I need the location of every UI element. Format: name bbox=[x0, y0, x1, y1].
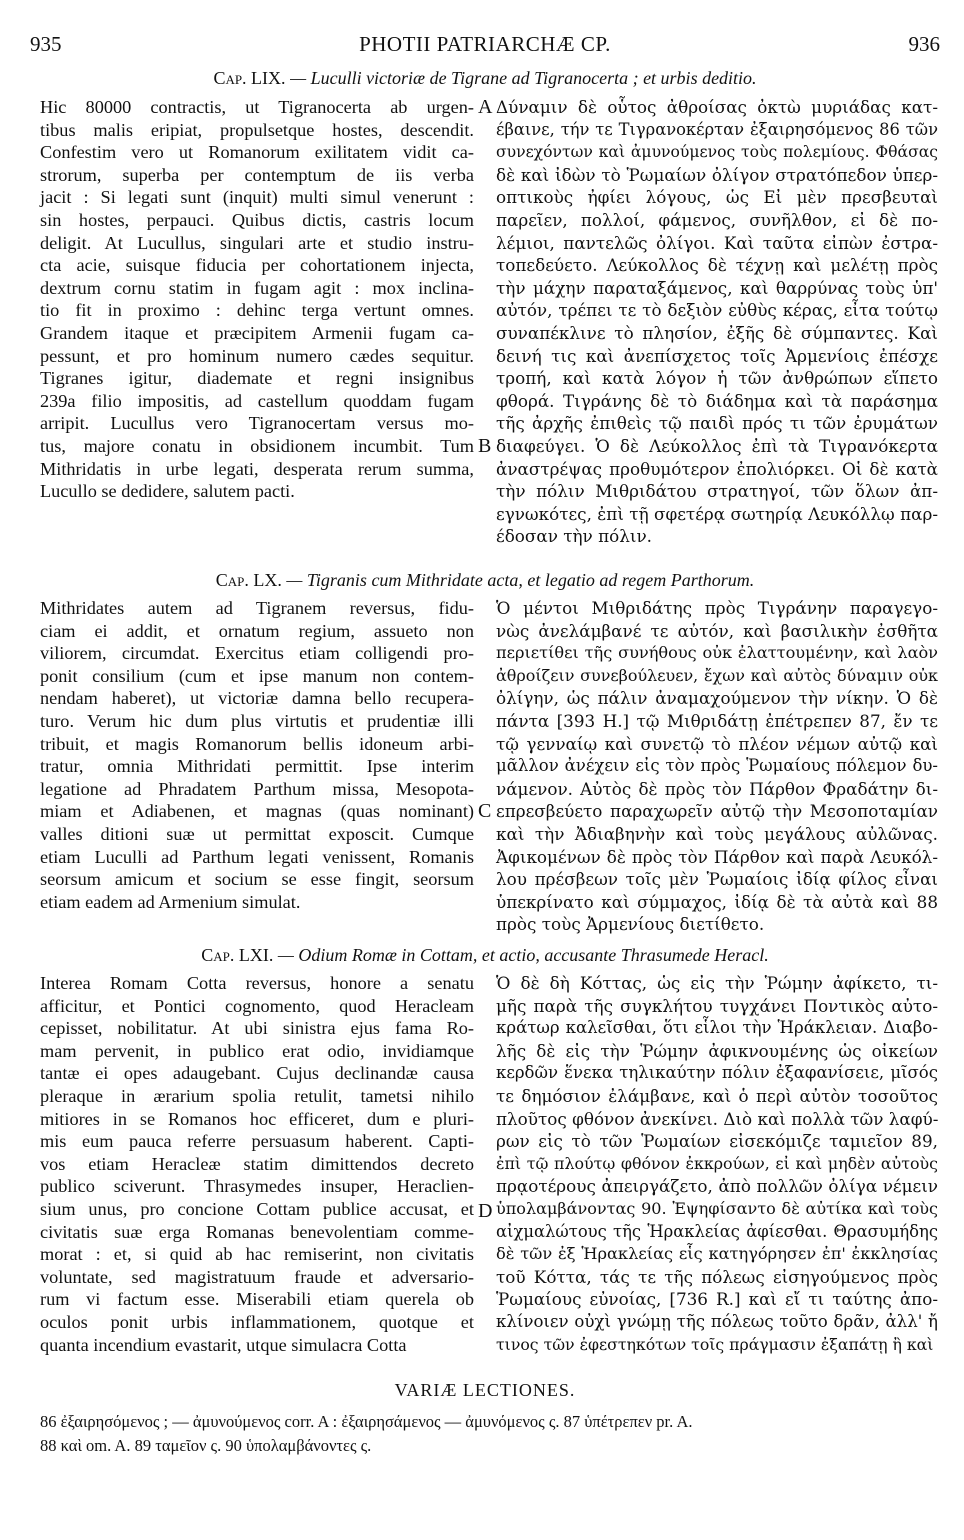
text-line: nendam haberet), ut victoriæ damna bello recupera- bbox=[40, 688, 474, 709]
text-line: έδοσαν τὴν πόλιν. bbox=[496, 526, 652, 547]
text-line: μῆς παρὰ τῆς συγκλήτου τυγχάνει Ποντικὸς αὐτο- bbox=[496, 995, 938, 1016]
text-line: λέμιοι, παντελῶς ὀλίγοι. Καὶ ταῦτα εἰπὼν ἐστρα- bbox=[496, 232, 938, 253]
text-line: έβαινε, τήν τε Τιγρανοκέρταν ἐξαιρησόμενος 86 τῶν bbox=[496, 119, 938, 139]
text-line: tratur, omnia Mithridati permittit. Ipse interim bbox=[40, 756, 474, 777]
margin-marker-b: B bbox=[478, 435, 492, 457]
text-line: οπτικοὺς ἠφίει λόγους, ὡς Εἰ μὲν πρεσβευταὶ bbox=[496, 187, 938, 208]
text-line: πρᾳοτέρους ἀπειργάζετο, ἀπὸ πολλῶν ὀλίγα νέμειν bbox=[496, 1176, 938, 1197]
text-line: εγνωκότες, ἐπὶ τῇ σφετέρᾳ σωτηρίᾳ Λευκόλλῳ παρ- bbox=[496, 503, 938, 524]
text-line: κράτωρ καλεῖσθαι, ὅτι εἷλοι τὴν Ἡράκλειαν. Διαβο- bbox=[496, 1018, 938, 1038]
text-line: pessunt, et pro hominum numero cædes sequitur. bbox=[40, 345, 474, 366]
text-line: tibus malis eripiat, propulsetque hostes, descendit. bbox=[40, 119, 474, 140]
text-line: etiam eadem ad Armenium simulat. bbox=[40, 891, 301, 912]
text-line: παρεῖεν, πολλοί, φάμενος, συνῆλθον, εἰ δὲ πο- bbox=[496, 209, 938, 230]
text-line: civitatis suæ erga Romanas benevolentiam comme- bbox=[40, 1221, 474, 1242]
text-line: arripit. Lucullus vero Tigranocertam versus mo- bbox=[40, 413, 474, 434]
text-line: legatione ad Phradatem Parthum missa, Mesopota- bbox=[40, 778, 474, 799]
greek-column-lxi bbox=[496, 972, 938, 1356]
text-line: Ἀφικομένων δὲ πρὸς τὸν Πάρθον καὶ παρὰ Λευκόλ- bbox=[496, 846, 938, 867]
text-line: Lucullo se dedidere, salutem pacti. bbox=[40, 481, 295, 502]
text-line: τινος τῶν ἐφεστηκότων τοῖς πράγμασιν ἐξαπάτῃ ἢ καὶ bbox=[496, 1334, 934, 1354]
margin-marker-c: C bbox=[478, 800, 492, 822]
text-line: mam pervenit, in publico erat odio, invidiamque bbox=[40, 1040, 474, 1061]
text-line: mitiores in se Romanos hoc efficeret, dum e pluri- bbox=[40, 1108, 474, 1129]
text-line: πλοῦτος φθόνον ἀνεκίνει. Διὸ καὶ πολλὰ τῶν λαφύ- bbox=[496, 1108, 939, 1129]
text-line: tio fit in proximo : dehinc terga vertunt omnes. bbox=[40, 300, 474, 321]
text-line: oculos ponit urbis inflammationem, quotque et bbox=[40, 1311, 474, 1332]
text-line: dextrum cornu statim in fugam agit : mox inclina- bbox=[40, 277, 474, 298]
text-line: διαφεύγει. Ὁ δὲ Λεύκολλος ἐπὶ τὰ Τιγρανόκερτα bbox=[496, 435, 938, 456]
text-line: tribuit, et magis Romanorum bellis idoneum arbi- bbox=[40, 733, 474, 754]
latin-column-lix bbox=[40, 96, 474, 503]
text-line: vos etiam Heracleæ statim dimittendos decreto bbox=[40, 1153, 474, 1174]
latin-column-lx bbox=[40, 597, 474, 913]
variae-lectiones-line: 86 ἐξαιρησόμενος ; — ἀμυνούμενος corr. A : ἐξαιρησάμενος — ἀμυνόμενος ς. 87 ὑπέτρεπεν pr. A. bbox=[40, 1412, 693, 1431]
text-line: νάμενον. Αὐτὸς δὲ πρὸς τὸν Πάρθον Φραδάτην δι- bbox=[496, 778, 938, 799]
text-line: ciam ei addit, et ornatum regium, assueto non bbox=[40, 620, 474, 641]
text-line: Hic 80000 contractis, ut Tigranocerta ab urgen- bbox=[40, 97, 474, 117]
text-line: ἐπὶ τῷ πλούτῳ φθόνον ἐκκρούων, εἰ καὶ μηδὲν αὐτοὺς bbox=[496, 1153, 938, 1173]
text-line: επρεσβεύετο παραχωρεῖν αὐτῷ τὴν Μεσοποταμίαν bbox=[496, 801, 938, 822]
running-title: PHOTII PATRIARCHÆ CP. bbox=[359, 32, 611, 56]
text-line: τοῦ Κόττα, τάς τε τῆς πόλεως εἰσηγούμενος πρὸς bbox=[496, 1266, 938, 1287]
text-line: τὴν πόλιν Μιθριδάτου στρατηγοί, τῶν ὅλων ἀπ- bbox=[496, 481, 938, 502]
text-line: δὲ τῶν ἐξ Ἡρακλείας εἷς κατηγόρησεν ἐπ' ἐκκλησίας bbox=[496, 1244, 938, 1264]
text-line: Mithridates autem ad Tigranem reversus, fidu- bbox=[40, 598, 474, 618]
text-line: valles ditioni suæ ut permittat exposcit. Cumque bbox=[40, 823, 474, 844]
text-line: turo. Verum hic dum plus virtutis et prudentiæ illi bbox=[40, 710, 474, 731]
text-line: τοπεδεύετο. Λεύκολλος δὲ τέχνῃ καὶ μελέτῃ πρὸς bbox=[496, 255, 938, 276]
running-head bbox=[30, 32, 940, 62]
text-line: αἰχμαλώτους τῆς Ἡρακλείας ἀφίεσθαι. Θρασυμήδης bbox=[496, 1221, 938, 1241]
text-line: voluntate, sed magistratuum fraude et adversario- bbox=[40, 1266, 474, 1287]
chapter-heading-lix bbox=[30, 68, 940, 89]
margin-marker-a: A bbox=[478, 96, 493, 118]
text-line: cta acie, suisque fiducia per cohortationem injecta, bbox=[40, 255, 474, 276]
variae-lectiones-line: 88 καὶ om. A. 89 ταμεῖον ς. 90 ὑπολαμβάνοντες ς. bbox=[40, 1436, 372, 1455]
text-line: τῷ γενναίῳ καὶ συνετῷ τὸ πλέον νέμων αὐτῷ καὶ bbox=[496, 733, 938, 754]
greek-column-lx bbox=[496, 597, 938, 936]
text-line: mis eum pauca referre persuasum haberent. Capti- bbox=[40, 1131, 474, 1152]
text-line: ὑπολαμβάνοντας 90. Ἐψηφίσαντο δὲ αὐτίκα καὶ τοὺς bbox=[496, 1198, 938, 1218]
text-line: κερδῶν ἕνεκα τηλικαύτην πόλιν ἐξαφανίσειε, μῖσός bbox=[496, 1063, 938, 1083]
text-line: ἀθροίζειν συνεβούλευεν, ἔχων καὶ αὐτὸς δύναμιν οὐκ bbox=[496, 665, 938, 685]
chapter-heading-lxi bbox=[30, 945, 940, 966]
text-line: νὼς ἀνελάμβανέ τε αὐτόν, καὶ βασιλικὴν ἐσθῆτα bbox=[496, 620, 938, 641]
text-line: Ὁ δὲ δὴ Κόττας, ὡς εἰς τὴν Ῥώμην ἀφίκετο, τι- bbox=[496, 973, 938, 993]
text-line: δὲ καὶ ἰδὼν τὸ Ῥωμαίων ὀλίγον στρατόπεδον ὑπερ- bbox=[496, 164, 938, 185]
text-line: ὑπεκρίνατο καὶ σύμμαχος, ἰδίᾳ δὲ τὰ αὐτὰ καὶ 88 bbox=[496, 891, 938, 912]
text-line: λῆς δὲ εἰς τὴν Ῥώμην ἀφικνουμένης ὡς οἰκείων bbox=[496, 1040, 938, 1061]
text-line: pleraque in ærarium spolia retulit, tametsi nihilo bbox=[40, 1085, 474, 1106]
text-line: ὀλίγην, ὡς πάλιν ἀναμαχούμενον τὴν νίκην. Ὁ δὲ bbox=[496, 688, 938, 709]
text-line: τῆς ἀρχῆς ἐπιθεὶς τῷ παιδὶ πρός τι τῶν ἐρυμάτων bbox=[496, 413, 938, 434]
text-line: φθορά. Τιγράνης δὲ τὸ διάδημα καὶ τὰ παράσημα bbox=[496, 390, 938, 411]
text-line: strorum, superba per contemptum de iis verba bbox=[40, 164, 474, 185]
text-line: cepisset, nobilitatur. At ubi sinistra ejus fama Ro- bbox=[40, 1018, 474, 1039]
text-line: συνεχόντων καὶ ἀμυνούμενος τοὺς πολεμίους. Φθάσας bbox=[496, 143, 938, 162]
text-line: quanta incendium evastarit, utque simulacra Cotta bbox=[40, 1334, 407, 1355]
page-number-right: 936 bbox=[908, 32, 940, 56]
text-line: συναπέκλινε τὸ πλησίον, ἐξῆς δὲ σύμπαντες. Καὶ bbox=[496, 322, 938, 343]
text-line: ἀναστρέψας προθυμότερον ἐπολιόρκει. Οἱ δὲ κατὰ bbox=[496, 458, 938, 479]
text-line: καὶ τὴν Ἀδιαβηνὴν καὶ τοὺς μεγάλους αὐλῶνας. bbox=[496, 823, 938, 844]
text-line: morat : et, si quid ab hac remiserint, non civitatis bbox=[40, 1244, 474, 1265]
text-line: πάντα [393 H.] τῷ Μιθριδάτῃ ἐπέτρεπεν 87, ἔν τε bbox=[496, 710, 938, 731]
text-line: afficitur, et Pontici cognomento, quod Heracleam bbox=[40, 995, 474, 1016]
variae-lectiones-heading: VARIÆ LECTIONES. bbox=[394, 1380, 576, 1400]
text-line: δεινή τις καὶ ἀνεπίσχετος τοῖς Ἀρμενίοις ἐπέσχε bbox=[496, 345, 938, 366]
text-line: deligit. At Lucullus, singulari arte et studio instru- bbox=[40, 232, 474, 253]
text-line: sium unus, pro concione Cottam publice accusat, et bbox=[40, 1198, 474, 1219]
text-line: Mithridatis in urbe legati, desperata rerum summa, bbox=[40, 458, 474, 479]
text-line: τροπή, καὶ κατὰ λόγον ἡ τῶν ἀνθρώπων εἵπετο bbox=[496, 368, 938, 389]
text-line: ρων εἰς τὸ τῶν Ῥωμαίων εἰσεκόμιζε ταμιεῖον 89, bbox=[496, 1131, 938, 1152]
margin-marker-d: D bbox=[478, 1200, 493, 1222]
text-line: sin hostes, perpauci. Quibus dictis, castris locum bbox=[40, 209, 474, 230]
text-line: αὐτόν, τρέπει τε τὸ δεξιὸν εὐθὺς κέρας, εἶτα τούτῳ bbox=[496, 300, 938, 321]
text-line: πρὸς τοὺς Ἀρμενίους διετίθετο. bbox=[496, 914, 765, 935]
chapter-label: Cap. LX. bbox=[215, 570, 282, 590]
text-line: rum vi factum esse. Miserabili etiam querela ob bbox=[40, 1289, 474, 1310]
text-line: jacit : Si legati sunt (inquit) multi simul venerunt : bbox=[40, 187, 474, 208]
text-line: περιετίθει τῆς συνήθους οὐκ ἐλαττουμένην, καὶ λαὸν bbox=[496, 643, 938, 663]
chapter-title: — Odium Romæ in Cottam, et actio, accusante Thrasumede Heracl. bbox=[277, 945, 769, 965]
text-line: Δύναμιν δὲ οὗτος ἀθροίσας ὀκτὼ μυριάδας κατ- bbox=[496, 97, 938, 117]
page-number-left: 935 bbox=[30, 32, 62, 56]
chapter-title: — Luculli victoriæ de Tigrane ad Tigranocerta ; et urbis deditio. bbox=[290, 68, 757, 88]
text-line: Confestim vero ut Romanorum exilitatem vidit ca- bbox=[40, 142, 474, 163]
text-line: tantæ ei opes adaugebant. Cujus declinandæ causa bbox=[40, 1063, 474, 1084]
text-line: 239a filio impositis, ad castellum quoddam fugam bbox=[40, 390, 474, 411]
text-line: Ὁ μέντοι Μιθριδάτης πρὸς Τιγράνην παραγεγο- bbox=[496, 598, 938, 618]
text-line: κλίνοιεν οὐχὶ γνώμῃ τῆς πόλεως τοῦτο δρᾶν, ἀλλ' ἤ bbox=[496, 1311, 938, 1331]
text-line: miam et Adiabenen, et magnas (quas nominant) bbox=[40, 801, 474, 822]
text-line: Grandem itaque et præcipitem Armenii fugam ca- bbox=[40, 322, 474, 343]
text-line: ponit consilium (cum et ipse manum non contem- bbox=[40, 665, 474, 686]
text-line: λου πρέσβεων τοῖς μὲν Ῥωμαίοις ἰδίᾳ φίλος εἶναι bbox=[496, 869, 938, 890]
text-line: etiam Luculli ad Parthum legati venissent, Romanis bbox=[40, 846, 474, 867]
text-line: τὴν μάχην παραταξάμενος, καὶ θαρρύνας τοὺς ὑπ' bbox=[496, 277, 938, 298]
text-line: Tigranes igitur, diademate et regni insignibus bbox=[40, 368, 474, 389]
latin-column-lxi bbox=[40, 972, 474, 1356]
text-line: publico sciverunt. Thrasymedes insuper, Heraclien- bbox=[40, 1176, 474, 1197]
chapter-title: — Tigranis cum Mithridate acta, et legatio ad regem Parthorum. bbox=[286, 570, 755, 590]
text-line: μᾶλλον ἀνέχειν εἰς τὸν πρὸς Ῥωμαίους πόλεμον δυ- bbox=[496, 756, 938, 776]
text-line: seorsum amicum et socium se esse fingit, seorsum bbox=[40, 869, 474, 890]
text-line: Interea Romam Cotta reversus, honore a senatu bbox=[40, 973, 474, 993]
text-line: tus, majore conatu in obsidionem incumbit. Tum bbox=[40, 435, 474, 456]
greek-column-lix bbox=[496, 96, 938, 548]
text-line: viliorem, circumdat. Exercitus etiam colligendi pro- bbox=[40, 643, 474, 664]
chapter-heading-lx bbox=[30, 570, 940, 591]
chapter-label: Cap. LXI. bbox=[201, 945, 274, 965]
chapter-label: Cap. LIX. bbox=[213, 68, 286, 88]
text-line: Ῥωμαίους εὐνοίας, [736 R.] καὶ εἴ τι ταύτης ἀπο- bbox=[496, 1289, 938, 1310]
text-line: τε δημόσιον ἐλάμβανε, καὶ ὁ περὶ αὐτὸν τοσοῦτος bbox=[496, 1085, 938, 1106]
